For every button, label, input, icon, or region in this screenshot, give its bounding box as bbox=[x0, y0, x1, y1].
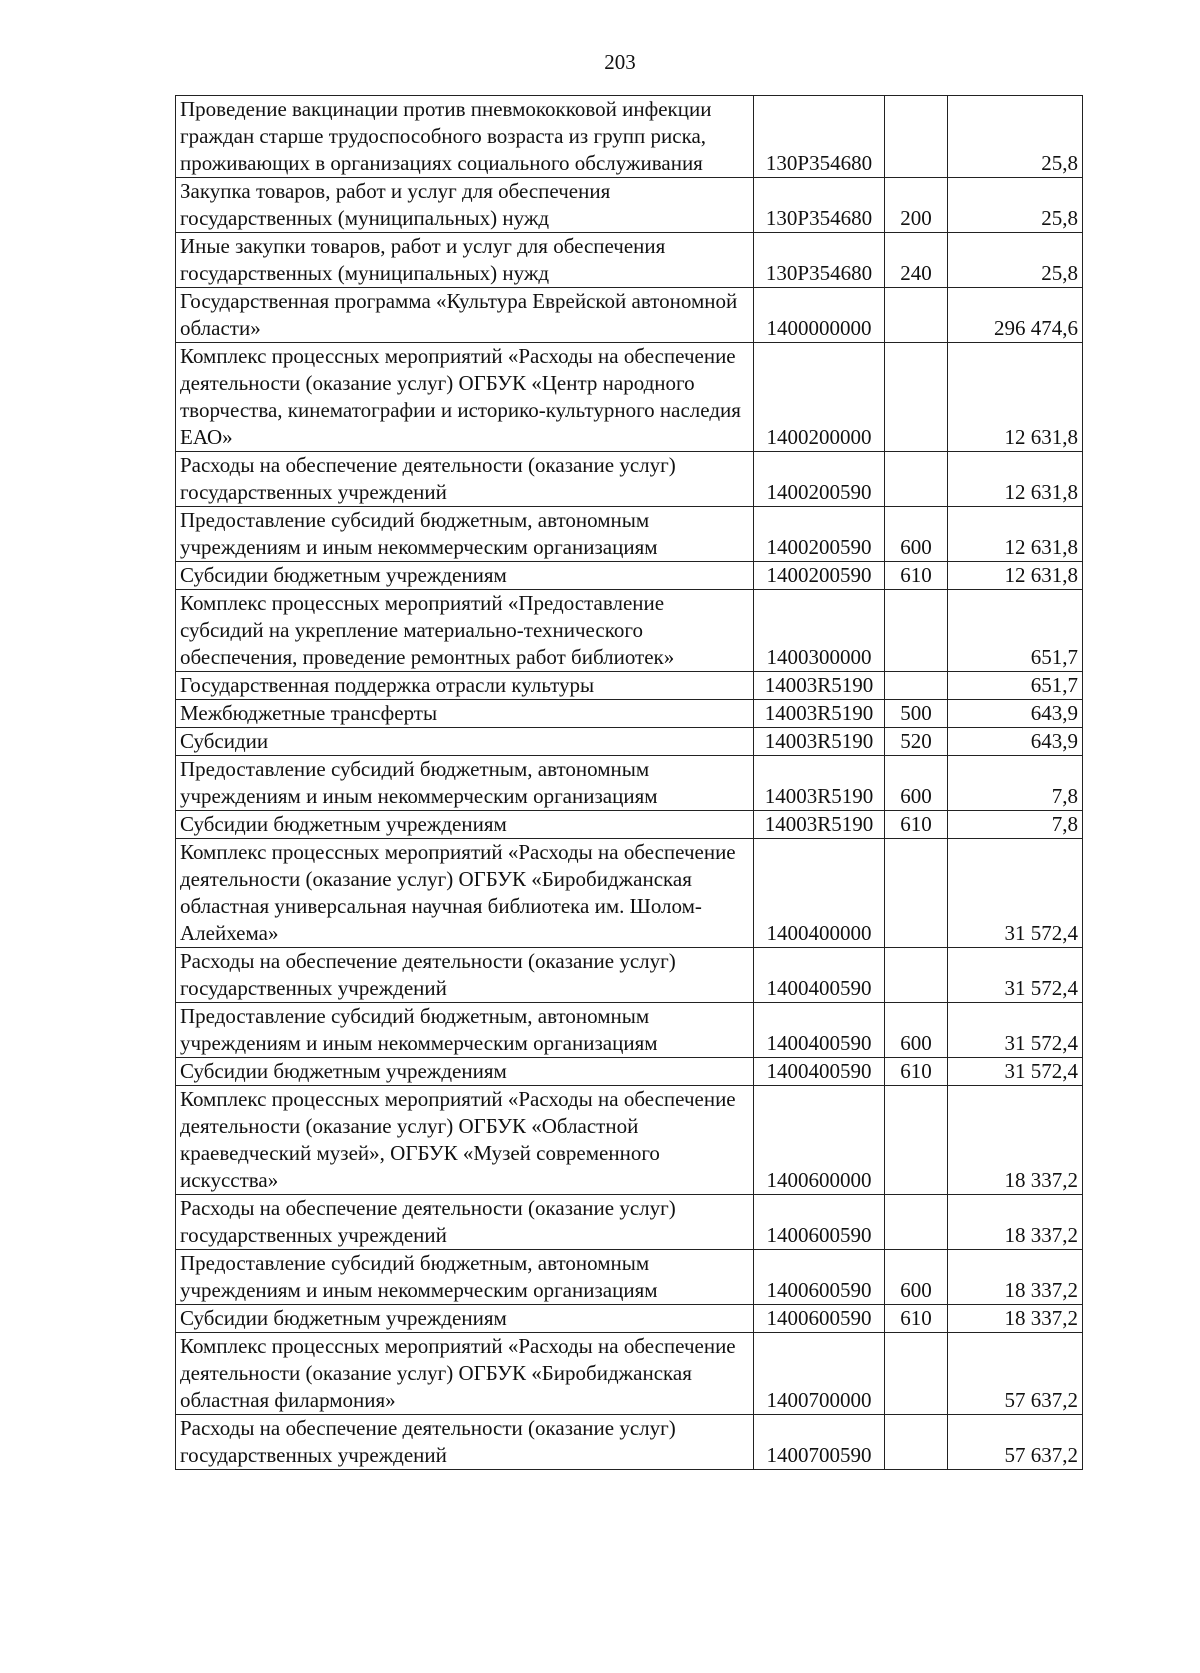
row-amount-cell: 31 572,4 bbox=[948, 839, 1083, 948]
row-type-cell bbox=[885, 839, 948, 948]
table-row bbox=[176, 233, 1083, 288]
table-row bbox=[176, 672, 1083, 700]
row-name-cell: Расходы на обеспечение деятельности (оказание услуг) государственных учреждений bbox=[176, 948, 754, 1003]
row-code-cell: 14003R5190 bbox=[754, 672, 885, 700]
row-amount-cell: 18 337,2 bbox=[948, 1250, 1083, 1305]
row-name-cell: Комплекс процессных мероприятий «Расходы на обеспечение деятельности (оказание услуг) ОГБУК «Биробиджанская областная филармония» bbox=[176, 1333, 754, 1415]
row-code-cell: 130P354680 bbox=[754, 96, 885, 178]
row-name-cell: Межбюджетные трансферты bbox=[176, 700, 754, 728]
row-name-cell: Расходы на обеспечение деятельности (оказание услуг) государственных учреждений bbox=[176, 1415, 754, 1470]
row-amount-cell: 57 637,2 bbox=[948, 1333, 1083, 1415]
budget-table-body bbox=[176, 96, 1083, 1470]
row-code-cell: 1400000000 bbox=[754, 288, 885, 343]
row-name-cell: Государственная программа «Культура Еврейской автономной области» bbox=[176, 288, 754, 343]
row-code-cell: 1400400590 bbox=[754, 948, 885, 1003]
row-code-cell: 14003R5190 bbox=[754, 728, 885, 756]
row-code-cell: 1400200590 bbox=[754, 507, 885, 562]
table-row bbox=[176, 288, 1083, 343]
table-row bbox=[176, 728, 1083, 756]
row-code-cell: 1400400000 bbox=[754, 839, 885, 948]
table-row bbox=[176, 1415, 1083, 1470]
table-row bbox=[176, 811, 1083, 839]
row-type-cell: 600 bbox=[885, 507, 948, 562]
row-type-cell: 520 bbox=[885, 728, 948, 756]
row-amount-cell: 31 572,4 bbox=[948, 948, 1083, 1003]
row-type-cell: 600 bbox=[885, 756, 948, 811]
table-row bbox=[176, 343, 1083, 452]
row-type-cell bbox=[885, 1333, 948, 1415]
table-row bbox=[176, 756, 1083, 811]
table-row bbox=[176, 452, 1083, 507]
row-amount-cell: 643,9 bbox=[948, 728, 1083, 756]
table-row bbox=[176, 507, 1083, 562]
table-row bbox=[176, 1250, 1083, 1305]
row-code-cell: 1400700000 bbox=[754, 1333, 885, 1415]
row-code-cell: 14003R5190 bbox=[754, 700, 885, 728]
row-type-cell: 610 bbox=[885, 562, 948, 590]
row-name-cell: Предоставление субсидий бюджетным, автономным учреждениям и иным некоммерческим организациям bbox=[176, 507, 754, 562]
row-code-cell: 1400600590 bbox=[754, 1195, 885, 1250]
row-code-cell: 130P354680 bbox=[754, 178, 885, 233]
row-type-cell: 610 bbox=[885, 811, 948, 839]
row-code-cell: 14003R5190 bbox=[754, 756, 885, 811]
row-amount-cell: 12 631,8 bbox=[948, 507, 1083, 562]
row-type-cell bbox=[885, 948, 948, 1003]
row-type-cell: 600 bbox=[885, 1250, 948, 1305]
row-amount-cell: 12 631,8 bbox=[948, 343, 1083, 452]
row-amount-cell: 7,8 bbox=[948, 756, 1083, 811]
row-type-cell bbox=[885, 1415, 948, 1470]
row-type-cell bbox=[885, 1086, 948, 1195]
table-row bbox=[176, 178, 1083, 233]
table-row bbox=[176, 1333, 1083, 1415]
row-type-cell bbox=[885, 343, 948, 452]
row-type-cell: 500 bbox=[885, 700, 948, 728]
row-name-cell: Расходы на обеспечение деятельности (оказание услуг) государственных учреждений bbox=[176, 1195, 754, 1250]
row-amount-cell: 651,7 bbox=[948, 590, 1083, 672]
row-amount-cell: 18 337,2 bbox=[948, 1086, 1083, 1195]
row-amount-cell: 296 474,6 bbox=[948, 288, 1083, 343]
row-name-cell: Предоставление субсидий бюджетным, автономным учреждениям и иным некоммерческим организациям bbox=[176, 756, 754, 811]
row-name-cell: Проведение вакцинации против пневмококковой инфекции граждан старше трудоспособного возраста из групп риска, проживающих в организациях социального обслуживания bbox=[176, 96, 754, 178]
row-type-cell bbox=[885, 672, 948, 700]
row-type-cell bbox=[885, 452, 948, 507]
table-row bbox=[176, 1086, 1083, 1195]
row-code-cell: 14003R5190 bbox=[754, 811, 885, 839]
table-row bbox=[176, 839, 1083, 948]
row-code-cell: 1400600000 bbox=[754, 1086, 885, 1195]
row-type-cell bbox=[885, 96, 948, 178]
row-type-cell bbox=[885, 1195, 948, 1250]
row-name-cell: Комплекс процессных мероприятий «Расходы на обеспечение деятельности (оказание услуг) ОГБУК «Биробиджанская областная универсальная научная библиотека им. Шолом-Алейхема» bbox=[176, 839, 754, 948]
row-type-cell: 240 bbox=[885, 233, 948, 288]
row-amount-cell: 18 337,2 bbox=[948, 1305, 1083, 1333]
row-code-cell: 130P354680 bbox=[754, 233, 885, 288]
row-code-cell: 1400400590 bbox=[754, 1058, 885, 1086]
row-code-cell: 1400700590 bbox=[754, 1415, 885, 1470]
row-name-cell: Расходы на обеспечение деятельности (оказание услуг) государственных учреждений bbox=[176, 452, 754, 507]
row-amount-cell: 643,9 bbox=[948, 700, 1083, 728]
row-amount-cell: 12 631,8 bbox=[948, 452, 1083, 507]
table-row bbox=[176, 1305, 1083, 1333]
row-code-cell: 1400400590 bbox=[754, 1003, 885, 1058]
row-code-cell: 1400200590 bbox=[754, 562, 885, 590]
table-row bbox=[176, 590, 1083, 672]
row-amount-cell: 25,8 bbox=[948, 233, 1083, 288]
row-amount-cell: 31 572,4 bbox=[948, 1058, 1083, 1086]
row-name-cell: Комплекс процессных мероприятий «Расходы на обеспечение деятельности (оказание услуг) ОГБУК «Центр народного творчества, кинематографии и историко-культурного наследия ЕАО» bbox=[176, 343, 754, 452]
budget-table bbox=[175, 95, 1083, 1470]
table-row bbox=[176, 562, 1083, 590]
row-code-cell: 1400200590 bbox=[754, 452, 885, 507]
row-code-cell: 1400600590 bbox=[754, 1305, 885, 1333]
row-amount-cell: 57 637,2 bbox=[948, 1415, 1083, 1470]
row-type-cell: 610 bbox=[885, 1058, 948, 1086]
row-name-cell: Комплекс процессных мероприятий «Расходы на обеспечение деятельности (оказание услуг) ОГБУК «Областной краеведческий музей», ОГБУК «Музей современного искусства» bbox=[176, 1086, 754, 1195]
table-row bbox=[176, 1058, 1083, 1086]
row-amount-cell: 651,7 bbox=[948, 672, 1083, 700]
row-type-cell: 600 bbox=[885, 1003, 948, 1058]
table-row bbox=[176, 700, 1083, 728]
row-amount-cell: 31 572,4 bbox=[948, 1003, 1083, 1058]
page-number: 203 bbox=[604, 50, 636, 74]
row-code-cell: 1400200000 bbox=[754, 343, 885, 452]
row-type-cell: 200 bbox=[885, 178, 948, 233]
row-amount-cell: 12 631,8 bbox=[948, 562, 1083, 590]
row-type-cell: 610 bbox=[885, 1305, 948, 1333]
table-row bbox=[176, 1003, 1083, 1058]
row-name-cell: Субсидии бюджетным учреждениям bbox=[176, 1058, 754, 1086]
row-name-cell: Субсидии bbox=[176, 728, 754, 756]
row-code-cell: 1400600590 bbox=[754, 1250, 885, 1305]
row-type-cell bbox=[885, 590, 948, 672]
row-name-cell: Комплекс процессных мероприятий «Предоставление субсидий на укрепление материально-технического обеспечения, проведение ремонтных работ библиотек» bbox=[176, 590, 754, 672]
row-amount-cell: 25,8 bbox=[948, 96, 1083, 178]
row-name-cell: Субсидии бюджетным учреждениям bbox=[176, 811, 754, 839]
row-name-cell: Субсидии бюджетным учреждениям bbox=[176, 562, 754, 590]
row-name-cell: Предоставление субсидий бюджетным, автономным учреждениям и иным некоммерческим организациям bbox=[176, 1250, 754, 1305]
row-name-cell: Иные закупки товаров, работ и услуг для обеспечения государственных (муниципальных) нужд bbox=[176, 233, 754, 288]
row-amount-cell: 18 337,2 bbox=[948, 1195, 1083, 1250]
row-name-cell: Предоставление субсидий бюджетным, автономным учреждениям и иным некоммерческим организациям bbox=[176, 1003, 754, 1058]
table-row bbox=[176, 948, 1083, 1003]
row-type-cell bbox=[885, 288, 948, 343]
row-code-cell: 1400300000 bbox=[754, 590, 885, 672]
table-row bbox=[176, 96, 1083, 178]
row-amount-cell: 25,8 bbox=[948, 178, 1083, 233]
row-amount-cell: 7,8 bbox=[948, 811, 1083, 839]
row-name-cell: Закупка товаров, работ и услуг для обеспечения государственных (муниципальных) нужд bbox=[176, 178, 754, 233]
row-name-cell: Государственная поддержка отрасли культуры bbox=[176, 672, 754, 700]
table-row bbox=[176, 1195, 1083, 1250]
row-name-cell: Субсидии бюджетным учреждениям bbox=[176, 1305, 754, 1333]
